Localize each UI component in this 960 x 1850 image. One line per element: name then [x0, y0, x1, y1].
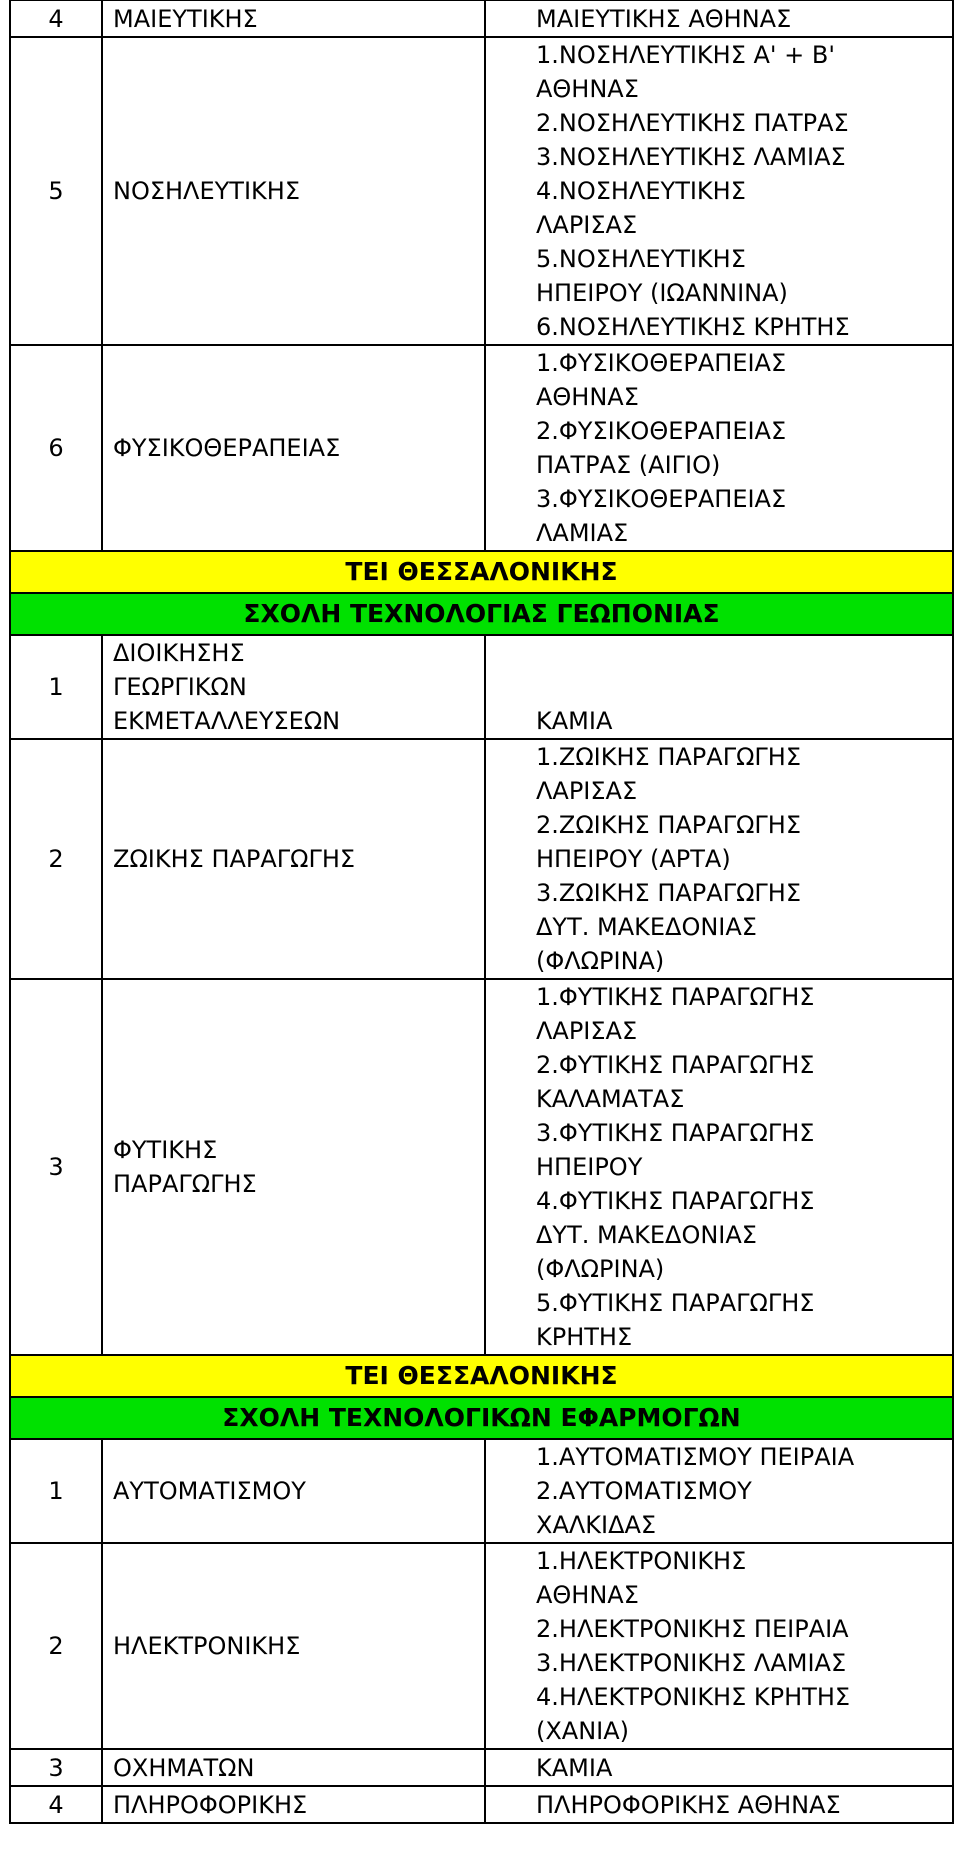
destination-line: ΚΡΗΤΗΣ [536, 1323, 633, 1351]
department-name: ΦΥΣΙΚΟΘΕΡΑΠΕΙΑΣ [113, 434, 341, 462]
destination-line: 3.ΦΥΤΙΚΗΣ ΠΑΡΑΓΩΓΗΣ [536, 1119, 815, 1147]
department-cell [102, 1543, 485, 1749]
destination-line: 3.ΝΟΣΗΛΕΥΤΙΚΗΣ ΛΑΜΙΑΣ [536, 143, 846, 171]
school-banner: ΣΧΟΛΗ ΤΕΧΝΟΛΟΓΙΚΩΝ ΕΦΑΡΜΟΓΩΝ [10, 1397, 953, 1439]
destination-line: ΑΘΗΝΑΣ [536, 1581, 639, 1609]
destination-line: 2.ΝΟΣΗΛΕΥΤΙΚΗΣ ΠΑΤΡΑΣ [536, 109, 849, 137]
destination-line: 2.ΦΥΣΙΚΟΘΕΡΑΠΕΙΑΣ [536, 417, 787, 445]
table-row [10, 345, 953, 551]
destination-line: ΜΑΙΕΥΤΙΚΗΣ ΑΘΗΝΑΣ [536, 4, 792, 33]
destination-cell [485, 1749, 953, 1786]
destination-line: ΗΠΕΙΡΟΥ [536, 1153, 643, 1181]
destination-line: (ΧΑΝΙΑ) [536, 1717, 630, 1745]
destination-line: ΚΑΜΙΑ [536, 707, 613, 735]
destination-line: ΗΠΕΙΡΟΥ (ΙΩΑΝΝΙΝΑ) [536, 279, 788, 307]
row-number: 1 [10, 635, 102, 739]
destination-cell [485, 1543, 953, 1749]
row-number: 6 [10, 345, 102, 551]
school-banner: ΣΧΟΛΗ ΤΕΧΝΟΛΟΓΙΑΣ ΓΕΩΠΟΝΙΑΣ [10, 593, 953, 635]
destination-line: ΛΑΡΙΣΑΣ [536, 211, 638, 239]
department-name: ΟΧΗΜΑΤΩΝ [113, 1753, 255, 1782]
destination-line: 1.ΝΟΣΗΛΕΥΤΙΚΗΣ Α' + Β' [536, 41, 835, 69]
table-row [10, 1749, 953, 1786]
department-name: ΓΕΩΡΓΙΚΩΝ [113, 673, 247, 701]
destination-line: ΠΑΤΡΑΣ (ΑΙΓΙΟ) [536, 451, 721, 479]
destination-cell [485, 37, 953, 345]
destination-line: 5.ΝΟΣΗΛΕΥΤΙΚΗΣ [536, 245, 746, 273]
destination-line: ΔΥΤ. ΜΑΚΕΔΟΝΙΑΣ [536, 913, 757, 941]
destination-line: 2.ΑΥΤΟΜΑΤΙΣΜΟΥ [536, 1477, 752, 1505]
destination-line: 1.ΗΛΕΚΤΡΟΝΙΚΗΣ [536, 1547, 747, 1575]
destination-cell [485, 979, 953, 1355]
row-number: 4 [10, 1786, 102, 1823]
destination-line: 4.ΗΛΕΚΤΡΟΝΙΚΗΣ ΚΡΗΤΗΣ [536, 1683, 851, 1711]
destination-cell [485, 0, 953, 37]
department-name: ΖΩΙΚΗΣ ΠΑΡΑΓΩΓΗΣ [113, 845, 356, 873]
table-row [10, 1786, 953, 1823]
school-banner-row [10, 1397, 953, 1439]
institution-banner: ΤΕΙ ΘΕΣΣΑΛΟΝΙΚΗΣ [10, 551, 953, 593]
institution-banner-row [10, 551, 953, 593]
department-name: ΜΑΙΕΥΤΙΚΗΣ [113, 4, 258, 33]
department-cell [102, 345, 485, 551]
table-row [10, 739, 953, 979]
table-row [10, 1543, 953, 1749]
destination-line: ΠΛΗΡΟΦΟΡΙΚΗΣ ΑΘΗΝΑΣ [536, 1790, 841, 1819]
department-cell [102, 739, 485, 979]
department-name: ΦΥΤΙΚΗΣ [113, 1136, 218, 1164]
department-cell [102, 1749, 485, 1786]
table-row [10, 37, 953, 345]
destination-line: ΛΑΜΙΑΣ [536, 519, 629, 547]
destination-line: ΛΑΡΙΣΑΣ [536, 777, 638, 805]
destination-cell [485, 1439, 953, 1543]
destination-line: 1.ΑΥΤΟΜΑΤΙΣΜΟΥ ΠΕΙΡΑΙΑ [536, 1443, 855, 1471]
department-name: ΔΙΟΙΚΗΣΗΣ [113, 639, 245, 667]
destination-line: 4.ΦΥΤΙΚΗΣ ΠΑΡΑΓΩΓΗΣ [536, 1187, 815, 1215]
school-banner-row [10, 593, 953, 635]
destination-line: 4.ΝΟΣΗΛΕΥΤΙΚΗΣ [536, 177, 746, 205]
destination-line: ΑΘΗΝΑΣ [536, 75, 639, 103]
destination-cell [485, 1786, 953, 1823]
department-cell [102, 0, 485, 37]
destination-cell [485, 635, 953, 739]
department-name: ΑΥΤΟΜΑΤΙΣΜΟΥ [113, 1477, 306, 1505]
department-name: ΠΑΡΑΓΩΓΗΣ [113, 1170, 257, 1198]
row-number: 3 [10, 1749, 102, 1786]
table-row [10, 0, 953, 37]
department-name: ΗΛΕΚΤΡΟΝΙΚΗΣ [113, 1632, 301, 1660]
department-name: ΠΛΗΡΟΦΟΡΙΚΗΣ [113, 1790, 308, 1819]
department-name: ΕΚΜΕΤΑΛΛΕΥΣΕΩΝ [113, 707, 341, 735]
destination-line: ΚΑΛΑΜΑΤΑΣ [536, 1085, 685, 1113]
department-cell [102, 37, 485, 345]
row-number: 5 [10, 37, 102, 345]
destination-line: (ΦΛΩΡΙΝΑ) [536, 1255, 665, 1283]
table-row [10, 979, 953, 1355]
destination-line: ΧΑΛΚΙΔΑΣ [536, 1511, 657, 1539]
institution-banner: ΤΕΙ ΘΕΣΣΑΛΟΝΙΚΗΣ [10, 1355, 953, 1397]
row-number: 2 [10, 739, 102, 979]
department-name: ΝΟΣΗΛΕΥΤΙΚΗΣ [113, 177, 300, 205]
destination-line: 1.ΖΩΙΚΗΣ ΠΑΡΑΓΩΓΗΣ [536, 743, 801, 771]
department-cell [102, 1786, 485, 1823]
departments-table [9, 0, 954, 1824]
destination-line: ΑΘΗΝΑΣ [536, 383, 639, 411]
destination-line: 1.ΦΥΤΙΚΗΣ ΠΑΡΑΓΩΓΗΣ [536, 983, 815, 1011]
destination-line: ΚΑΜΙΑ [536, 1753, 613, 1782]
destination-line: 2.ΦΥΤΙΚΗΣ ΠΑΡΑΓΩΓΗΣ [536, 1051, 815, 1079]
destination-line: 1.ΦΥΣΙΚΟΘΕΡΑΠΕΙΑΣ [536, 349, 787, 377]
destination-line: 3.ΦΥΣΙΚΟΘΕΡΑΠΕΙΑΣ [536, 485, 787, 513]
destination-line: 6.ΝΟΣΗΛΕΥΤΙΚΗΣ ΚΡΗΤΗΣ [536, 313, 850, 341]
destination-line: 5.ΦΥΤΙΚΗΣ ΠΑΡΑΓΩΓΗΣ [536, 1289, 815, 1317]
row-number: 4 [10, 0, 102, 37]
department-cell [102, 1439, 485, 1543]
department-cell [102, 979, 485, 1355]
destination-line: ΗΠΕΙΡΟΥ (ΑΡΤΑ) [536, 845, 731, 873]
table-row [10, 1439, 953, 1543]
department-cell [102, 635, 485, 739]
row-number: 1 [10, 1439, 102, 1543]
destination-line: ΔΥΤ. ΜΑΚΕΔΟΝΙΑΣ [536, 1221, 757, 1249]
destination-cell [485, 345, 953, 551]
destination-line: 3.ΖΩΙΚΗΣ ΠΑΡΑΓΩΓΗΣ [536, 879, 801, 907]
destination-line: 2.ΗΛΕΚΤΡΟΝΙΚΗΣ ΠΕΙΡΑΙΑ [536, 1615, 849, 1643]
row-number: 3 [10, 979, 102, 1355]
table-row [10, 635, 953, 739]
destination-line: ΛΑΡΙΣΑΣ [536, 1017, 638, 1045]
destination-line: (ΦΛΩΡΙΝΑ) [536, 947, 665, 975]
destination-cell [485, 739, 953, 979]
row-number: 2 [10, 1543, 102, 1749]
institution-banner-row [10, 1355, 953, 1397]
destination-line: 2.ΖΩΙΚΗΣ ΠΑΡΑΓΩΓΗΣ [536, 811, 801, 839]
destination-line: 3.ΗΛΕΚΤΡΟΝΙΚΗΣ ΛΑΜΙΑΣ [536, 1649, 847, 1677]
